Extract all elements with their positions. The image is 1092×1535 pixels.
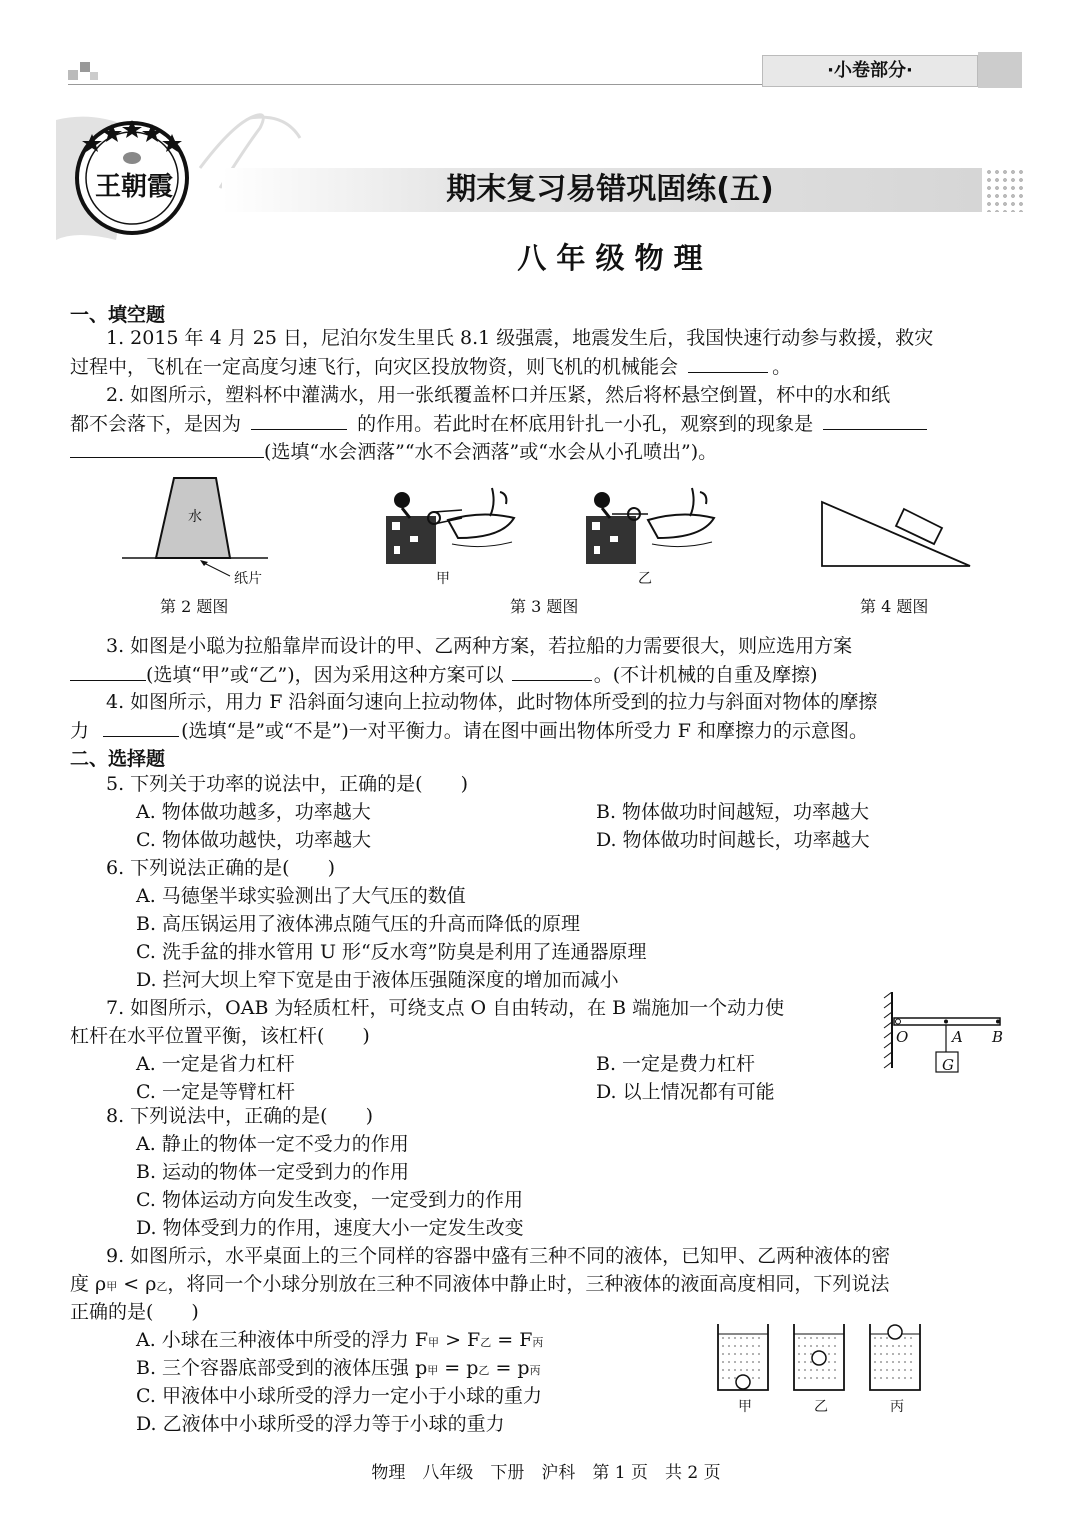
q7-line2: 杠杆在水平位置平衡，该杠杆( ) bbox=[70, 1025, 370, 1047]
fig3-jia bbox=[382, 480, 522, 574]
q6-option-a[interactable]: A. 马德堡半球实验测出了大气压的数值 bbox=[136, 885, 466, 907]
header-tag-box bbox=[978, 52, 1022, 88]
q7-line1: 7. 如图所示，OAB 为轻质杠杆，可绕支点 O 自由转动，在 B 端施加一个动力使 bbox=[106, 997, 785, 1019]
q2-blank-1[interactable] bbox=[251, 409, 347, 430]
q5-stem: 5. 下列关于功率的说法中，正确的是( ) bbox=[106, 773, 468, 795]
q8-option-a[interactable]: A. 静止的物体一定不受力的作用 bbox=[136, 1133, 409, 1155]
q5-option-c[interactable]: C. 物体做功越快，功率越大 bbox=[136, 829, 371, 851]
q4-blank[interactable] bbox=[103, 716, 179, 737]
q9-line1: 9. 如图所示，水平桌面上的三个同样的容器中盛有三种不同的液体，已知甲、乙两种液体的密 bbox=[106, 1245, 891, 1267]
q8-option-c[interactable]: C. 物体运动方向发生改变，一定受到力的作用 bbox=[136, 1189, 523, 1211]
q7-option-b[interactable]: B. 一定是费力杠杆 bbox=[596, 1053, 756, 1075]
title-banner-dots bbox=[985, 168, 1025, 212]
q9-a-sub2: 乙 bbox=[480, 1336, 492, 1349]
section-fill-blank: 一、填空题 bbox=[70, 304, 166, 326]
q2-line1: 2. 如图所示，塑料杯中灌满水，用一张纸覆盖杯口并压紧，然后将杯悬空倒置，杯中的水和纸 bbox=[106, 384, 891, 406]
q9-sub-yi: 乙 bbox=[156, 1280, 168, 1293]
q6-option-b[interactable]: B. 高压锅运用了液体沸点随气压的升高而降低的原理 bbox=[136, 913, 581, 935]
q9-a-op2: = F bbox=[491, 1329, 533, 1351]
fig9-label-yi: 乙 bbox=[814, 1399, 828, 1415]
q1-line2-end: 。 bbox=[772, 356, 792, 378]
fig2-paper-label: 纸片 bbox=[234, 571, 262, 587]
fig7-label-g: G bbox=[942, 1056, 954, 1074]
logo-text: 王朝霞 bbox=[94, 172, 173, 202]
page-subtitle: 八 年 级 物 理 bbox=[517, 241, 703, 275]
q3-line1: 3. 如图是小聪为拉船靠岸而设计的甲、乙两种方案，若拉船的力需要很大，则应选用方案 bbox=[106, 635, 853, 657]
fig3-yi-label: 乙 bbox=[638, 571, 652, 587]
q5-option-a[interactable]: A. 物体做功越多，功率越大 bbox=[136, 801, 371, 823]
fig3-yi bbox=[582, 480, 722, 574]
q3-blank-2[interactable] bbox=[512, 660, 592, 681]
q9-option-c[interactable]: C. 甲液体中小球所受的浮力一定小于小球的重力 bbox=[136, 1385, 542, 1407]
q9-b-text: B. 三个容器底部受到的液体压强 p bbox=[136, 1357, 428, 1379]
q9-line2 bbox=[70, 1270, 1022, 1301]
q9-line2-a: 度 ρ bbox=[70, 1273, 107, 1295]
q2-blank-2[interactable] bbox=[823, 409, 927, 430]
fig7-label-o: O bbox=[896, 1028, 909, 1046]
q3-line2 bbox=[70, 660, 1022, 689]
section-multiple-choice: 二、选择题 bbox=[70, 748, 166, 770]
q7-option-c[interactable]: C. 一定是等臂杠杆 bbox=[136, 1081, 295, 1103]
q6-option-c[interactable]: C. 洗手盆的排水管用 U 形“反水弯”防臭是利用了连通器原理 bbox=[136, 941, 647, 963]
q9-b-sub3: 丙 bbox=[529, 1364, 541, 1377]
q9-b-sub1: 甲 bbox=[427, 1364, 439, 1377]
q1-line1: 1. 2015 年 4 月 25 日，尼泊尔发生里氏 8.1 级强震，地震发生后，我国快速行动参与救援，救灾 bbox=[106, 327, 934, 349]
fig4 bbox=[818, 496, 978, 576]
fig9-label-jia: 甲 bbox=[738, 1399, 752, 1415]
q9-a-sub3: 丙 bbox=[532, 1336, 544, 1349]
q2-line3 bbox=[70, 437, 1022, 466]
q9-b-op1: = p bbox=[438, 1357, 479, 1379]
q2-line2 bbox=[70, 409, 1022, 438]
q7-option-a[interactable]: A. 一定是省力杠杆 bbox=[136, 1053, 295, 1075]
fig7-label-b: B bbox=[992, 1028, 1004, 1046]
fig7-label-a: A bbox=[952, 1028, 963, 1046]
q8-option-b[interactable]: B. 运动的物体一定受到力的作用 bbox=[136, 1161, 410, 1183]
q4-line2-b: (选填“是”或“不是”)一对平衡力。请在图中画出物体所受力 F 和摩擦力的示意图。 bbox=[181, 720, 869, 742]
q9-line3: 正确的是( ) bbox=[70, 1301, 199, 1323]
fig2-caption: 第 2 题图 bbox=[160, 597, 229, 616]
fig9-label-bing: 丙 bbox=[890, 1399, 904, 1415]
q1-blank[interactable] bbox=[688, 352, 768, 373]
q9-b-op2: = p bbox=[489, 1357, 530, 1379]
q2-line3-text: (选填“水会洒落”“水不会洒落”或“水会从小孔喷出”)。 bbox=[264, 441, 718, 463]
q6-stem: 6. 下列说法正确的是( ) bbox=[106, 857, 335, 879]
q3-blank-1[interactable] bbox=[70, 660, 146, 681]
fig2 bbox=[120, 470, 280, 584]
fig9 bbox=[714, 1320, 944, 1404]
q4-line1: 4. 如图所示，用力 F 沿斜面匀速向上拉动物体，此时物体所受到的拉力与斜面对物体的摩擦 bbox=[106, 691, 878, 713]
fig4-caption: 第 4 题图 bbox=[860, 597, 929, 616]
fig3-caption: 第 3 题图 bbox=[510, 597, 579, 616]
q5-option-b[interactable]: B. 物体做功时间越短，功率越大 bbox=[596, 801, 870, 823]
q9-option-a[interactable] bbox=[136, 1326, 543, 1357]
q5-option-d[interactable]: D. 物体做功时间越长，功率越大 bbox=[596, 829, 870, 851]
q7-option-d[interactable]: D. 以上情况都有可能 bbox=[596, 1081, 775, 1103]
q3-line2-b: 。(不计机械的自重及摩擦) bbox=[593, 664, 818, 686]
q2-line2-b: 的作用。若此时在杯底用针扎一小孔，观察到的现象是 bbox=[357, 413, 814, 435]
q9-a-op1: > F bbox=[439, 1329, 481, 1351]
q9-option-d[interactable]: D. 乙液体中小球所受的浮力等于小球的重力 bbox=[136, 1413, 505, 1435]
q8-stem: 8. 下列说法中，正确的是( ) bbox=[106, 1105, 373, 1127]
q9-line2-mid: < ρ bbox=[117, 1273, 157, 1295]
q8-option-d[interactable]: D. 物体受到力的作用，速度大小一定发生改变 bbox=[136, 1217, 524, 1239]
fig2-water-label: 水 bbox=[188, 509, 202, 525]
q3-line2-a: (选填“甲”或“乙”)，因为采用这种方案可以 bbox=[146, 664, 504, 686]
page-title: 期末复习易错巩固练(五) bbox=[446, 172, 774, 207]
header-tag bbox=[762, 55, 978, 87]
q2-line2-a: 都不会落下，是因为 bbox=[70, 413, 242, 435]
fig3-jia-label: 甲 bbox=[436, 571, 450, 587]
page-footer: 物理 八年级 下册 沪科 第 1 页 共 2 页 bbox=[371, 1463, 721, 1483]
q9-a-sub1: 甲 bbox=[428, 1336, 440, 1349]
q9-b-sub2: 乙 bbox=[478, 1364, 490, 1377]
q9-sub-jia: 甲 bbox=[106, 1280, 118, 1293]
q9-option-b[interactable] bbox=[136, 1354, 541, 1385]
header-tag-text: ·小卷部分· bbox=[827, 60, 913, 81]
q9-a-text: A. 小球在三种液体中所受的浮力 F bbox=[136, 1329, 429, 1351]
q1-line2-text: 过程中，飞机在一定高度匀速飞行，向灾区投放物资，则飞机的机械能会 bbox=[70, 356, 679, 378]
q6-option-d[interactable]: D. 拦河大坝上窄下宽是由于液体压强随深度的增加而减小 bbox=[136, 969, 619, 991]
q2-blank-3[interactable] bbox=[70, 437, 264, 458]
q4-line2-a: 力 bbox=[70, 720, 90, 742]
q9-line2-b: ，将同一个小球分别放在三种不同液体中静止时，三种液体的液面高度相同，下列说法 bbox=[167, 1273, 890, 1295]
q4-line2 bbox=[70, 716, 1022, 745]
q1-line2 bbox=[70, 352, 1022, 381]
